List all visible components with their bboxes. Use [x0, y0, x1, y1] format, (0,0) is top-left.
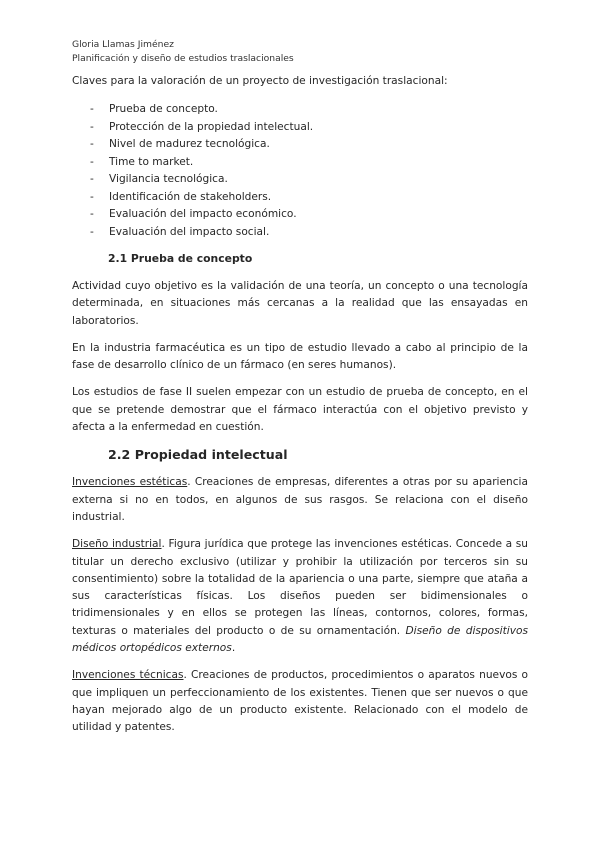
list-item: - Evaluación del impacto social. [72, 224, 528, 242]
list-item: - Time to market. [72, 154, 528, 172]
bullet-dash: - [90, 155, 94, 168]
bullet-dash: - [90, 225, 94, 238]
section-2-1-paragraph-1: Actividad cuyo objetivo es la validación de una teoría, un concepto o una tecnología determinada, en situaciones más cercanas a la realidad que las ensayadas en laboratorios. [72, 280, 528, 327]
list-item: - Nivel de madurez tecnológica. [72, 136, 528, 154]
page-header [72, 38, 294, 66]
term-diseno-industrial: Diseño industrial [72, 538, 162, 551]
main-content [72, 74, 528, 747]
diseno-industrial-paragraph: Diseño industrial. Figura jurídica que protege las invenciones estéticas. Concede a su titular un derecho exclusivo (utilizar y prohibir la utilización por terceros sin su consentimiento) sobre la totalidad de la apariencia o una parte, siempre que ataña a sus características físicas. Los diseños pueden ser bidimensionales o tridimensionales y en ellos se protegen las líneas, contornos, colores, formas, texturas o materiales del producto o de su ornamentación. Diseño de dispositivos médicos ortopédicos externos. [72, 538, 528, 655]
bullet-dash: - [90, 103, 94, 115]
section-2-1-heading: 2.1 Prueba de concepto [108, 252, 253, 265]
term-invenciones-esteticas: Invenciones estéticas [72, 476, 188, 489]
bullet-dash: - [90, 173, 94, 185]
header-author: Gloria Llamas Jiménez [72, 39, 174, 50]
bullet-dash: - [90, 120, 94, 133]
claves-list [72, 101, 528, 241]
intro-text: Claves para la valoración de un proyecto de investigación traslacional: [72, 75, 448, 87]
bullet-dash: - [90, 208, 94, 220]
list-item: - Protección de la propiedad intelectual. [72, 119, 528, 137]
list-item: - Evaluación del impacto económico. [72, 206, 528, 224]
list-item: - Prueba de concepto. [72, 101, 528, 119]
bullet-dash: - [90, 190, 94, 203]
section-2-2-heading: 2.2 Propiedad intelectual [108, 447, 288, 463]
invenciones-esteticas-paragraph: Invenciones estéticas. Creaciones de empresas, diferentes a otras por su apariencia externa si no en todos, en algunos de sus rasgos. Se relaciona con el diseño industrial. [72, 476, 528, 523]
list-item: - Identificación de stakeholders. [72, 189, 528, 207]
header-subject: Planificación y diseño de estudios traslacionales [72, 53, 294, 64]
section-2-1-paragraph-2: En la industria farmacéutica es un tipo de estudio llevado a cabo al principio de la fase de desarrollo clínico de un fármaco (en seres humanos). [72, 341, 528, 372]
list-item: - Vigilancia tecnológica. [72, 171, 528, 189]
diseno-example: Diseño de dispositivos médicos ortopédicos externos [72, 624, 528, 655]
section-2-1-paragraph-3: Los estudios de fase II suelen empezar con un estudio de prueba de concepto, en el que se pretende demostrar que el fármaco interactúa con el objetivo previsto y afecta a la enfermedad en cuestión. [72, 386, 528, 434]
invenciones-tecnicas-paragraph: Invenciones técnicas. Creaciones de productos, procedimientos o aparatos nuevos o que impliquen un perfeccionamiento de los existentes. Tienen que ser nuevos o que hayan mejorado algo de un producto existente. Relacionado con el modelo de utilidad y patentes. [72, 669, 528, 734]
term-invenciones-tecnicas: Invenciones técnicas [72, 669, 184, 682]
bullet-dash: - [90, 138, 94, 150]
